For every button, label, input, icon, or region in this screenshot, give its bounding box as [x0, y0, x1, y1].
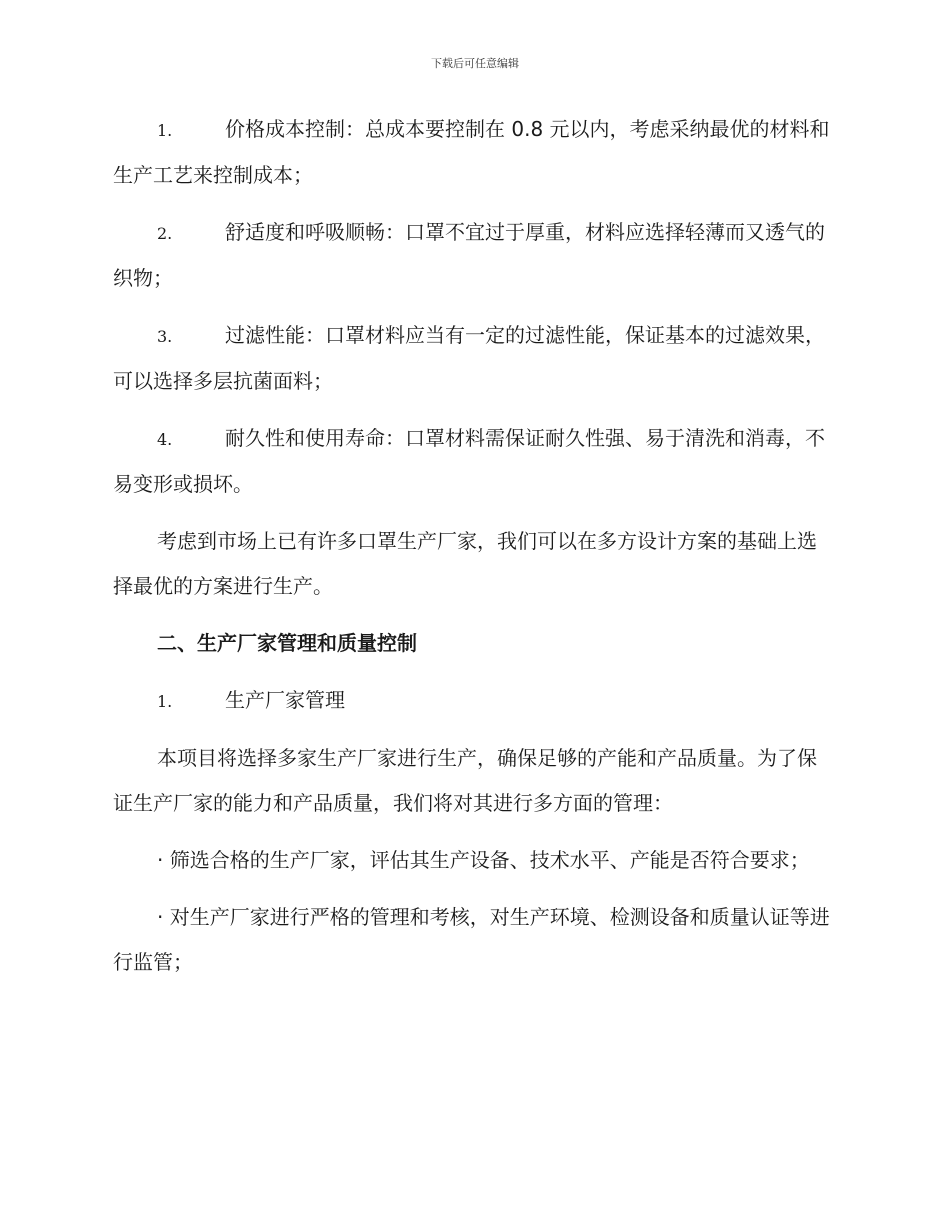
- list-item: [113, 210, 835, 301]
- list-item-number: 3.: [157, 327, 173, 346]
- list-item-text: 耐久性和使用寿命：口罩材料需保证耐久性强、易于清洗和消毒，不易变形或损坏。: [113, 426, 825, 496]
- subsection-text: 生产厂家管理: [225, 688, 345, 712]
- list-item: [113, 107, 835, 198]
- bullet-item: · 对生产厂家进行严格的管理和考核，对生产环境、检测设备和质量认证等进行监管；: [113, 905, 830, 974]
- list-item-text: 舒适度和呼吸顺畅：口罩不宜过于厚重，材料应选择轻薄而又透气的织物；: [113, 220, 825, 290]
- list-item-number: 1.: [157, 121, 173, 140]
- list-item-text: 价格成本控制：总成本要控制在 0.8 元以内，考虑采纳最优的材料和生产工艺来控制成本；: [113, 117, 830, 187]
- bullet-item: · 筛选合格的生产厂家，评估其生产设备、技术水平、产能是否符合要求；: [157, 848, 810, 872]
- section-heading: 二、生产厂家管理和质量控制: [157, 631, 417, 655]
- list-item-text: 过滤性能：口罩材料应当有一定的过滤性能，保证基本的过滤效果，可以选择多层抗菌面料；: [113, 323, 825, 393]
- list-item-number: 4.: [157, 430, 173, 449]
- page-header: 下载后可任意编辑: [431, 57, 519, 70]
- document-body: [113, 107, 835, 997]
- subsection-number: 1.: [157, 692, 173, 711]
- paragraph-intro: 本项目将选择多家生产厂家进行生产，确保足够的产能和产品质量。为了保证生产厂家的能力和产品质量，我们将对其进行多方面的管理：: [113, 746, 817, 815]
- list-item: [113, 416, 835, 507]
- list-item-number: 2.: [157, 224, 173, 243]
- paragraph-market: 考虑到市场上已有许多口罩生产厂家，我们可以在多方设计方案的基础上选择最优的方案进行生产。: [113, 529, 817, 598]
- list-item: [113, 313, 835, 404]
- subsection-title: [113, 678, 835, 724]
